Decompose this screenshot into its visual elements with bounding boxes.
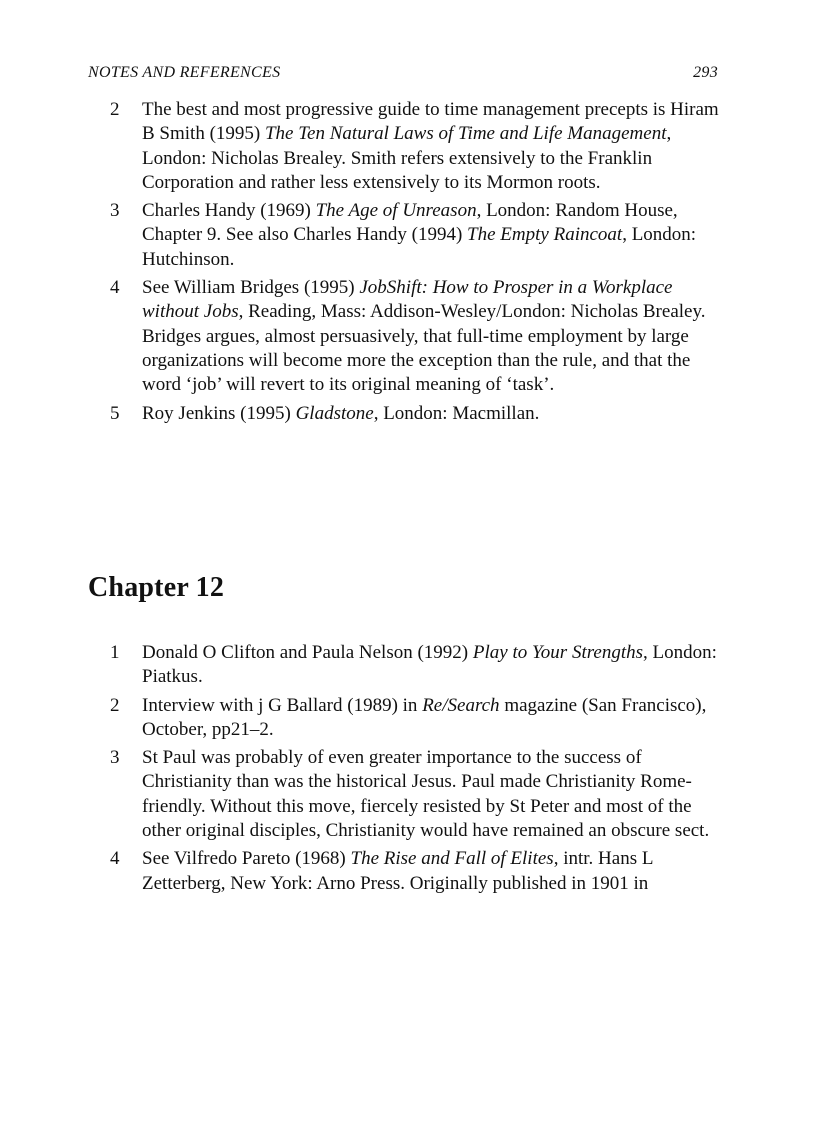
note-text-run: Interview with j G Ballard (1989) in (142, 694, 423, 716)
note-text-run: The best and most progressive guide to time management precepts is Hiram B Smith (1995) (142, 99, 719, 145)
note-title-italic: The Age of Unreason (315, 200, 477, 222)
note-text-run: St Paul was probably of even greater importance to the success of Christianity than was the historical Jesus. Paul made Christianity Rome-friendly. Without this move, fiercely resisted by St Peter and most of the other original disciples, Christianity would have remained an obscure sect. (142, 747, 710, 842)
note-text-run: See Vilfredo Pareto (1968) (142, 848, 351, 870)
note-number: 4 (110, 848, 120, 870)
page-number: 293 (693, 64, 718, 81)
note-item (88, 847, 720, 896)
note-text-run: Donald O Clifton and Paula Nelson (1992) (142, 642, 473, 663)
note-text (142, 200, 696, 270)
note-text (142, 642, 717, 687)
note-text (142, 695, 706, 740)
note-title-italic: Re/Search (422, 694, 500, 716)
note-text-run: , London: Piatkus. (142, 642, 717, 688)
note-text (142, 848, 653, 893)
note-title-italic: The Rise and Fall of Elites (350, 848, 554, 870)
note-text (142, 277, 705, 395)
note-item (88, 746, 720, 843)
note-number: 3 (110, 747, 120, 769)
note-text-run: magazine (San Francisco), October, pp21–2. (142, 694, 707, 740)
note-title-italic: Gladstone (295, 402, 374, 424)
note-item (88, 276, 720, 397)
note-text-run: , Reading, Mass: Addison-Wesley/London: Nicholas Brealey. Bridges argues, almost persuasively, that full-time employment by large organizations will become more the exception than the rule, and that the word ‘job’ will revert to its original meaning of ‘task’. (142, 301, 706, 396)
note-title-italic: Play to Your Strengths (472, 642, 644, 663)
running-header-title: NOTES AND REFERENCES (88, 64, 281, 81)
chapter-heading: Chapter 12 (88, 572, 225, 603)
note-text (142, 747, 709, 841)
note-text (142, 99, 719, 193)
note-title-italic: The Ten Natural Laws of Time and Life Management (264, 123, 667, 145)
note-title-italic: The Empty Raincoat (467, 224, 623, 246)
running-header (88, 64, 718, 82)
note-text (142, 403, 539, 424)
note-text-run: , London: Hutchinson. (142, 224, 697, 270)
note-item (88, 641, 720, 690)
note-item (88, 694, 720, 743)
note-title-italic: JobShift: How to Prosper in a Workplace without Jobs (142, 277, 673, 323)
note-text-run: , intr. Hans L Zetterberg, New York: Arno Press. Originally published in 1901 in (142, 848, 653, 894)
note-text-run: Roy Jenkins (1995) (142, 402, 296, 424)
note-number: 2 (110, 694, 120, 716)
note-number: 5 (110, 402, 120, 424)
note-item (88, 402, 720, 426)
notes-list-chapter-12 (88, 641, 720, 896)
note-text-run: , London: Random House, Chapter 9. See also Charles Handy (1994) (142, 200, 678, 246)
notes-list-previous-chapter (88, 98, 720, 426)
note-text-run: See William Bridges (1995) (142, 277, 360, 299)
note-number: 2 (110, 99, 120, 120)
note-item (88, 199, 720, 272)
note-text-run: , London: Nicholas Brealey. Smith refers extensively to the Franklin Corporation and rather less extensively to its Mormon roots. (142, 123, 672, 193)
note-number: 1 (110, 642, 120, 663)
note-item (88, 98, 720, 195)
note-text-run: Charles Handy (1969) (142, 200, 316, 222)
note-text-run: , London: Macmillan. (373, 402, 540, 424)
note-number: 4 (110, 277, 120, 299)
note-number: 3 (110, 200, 120, 222)
